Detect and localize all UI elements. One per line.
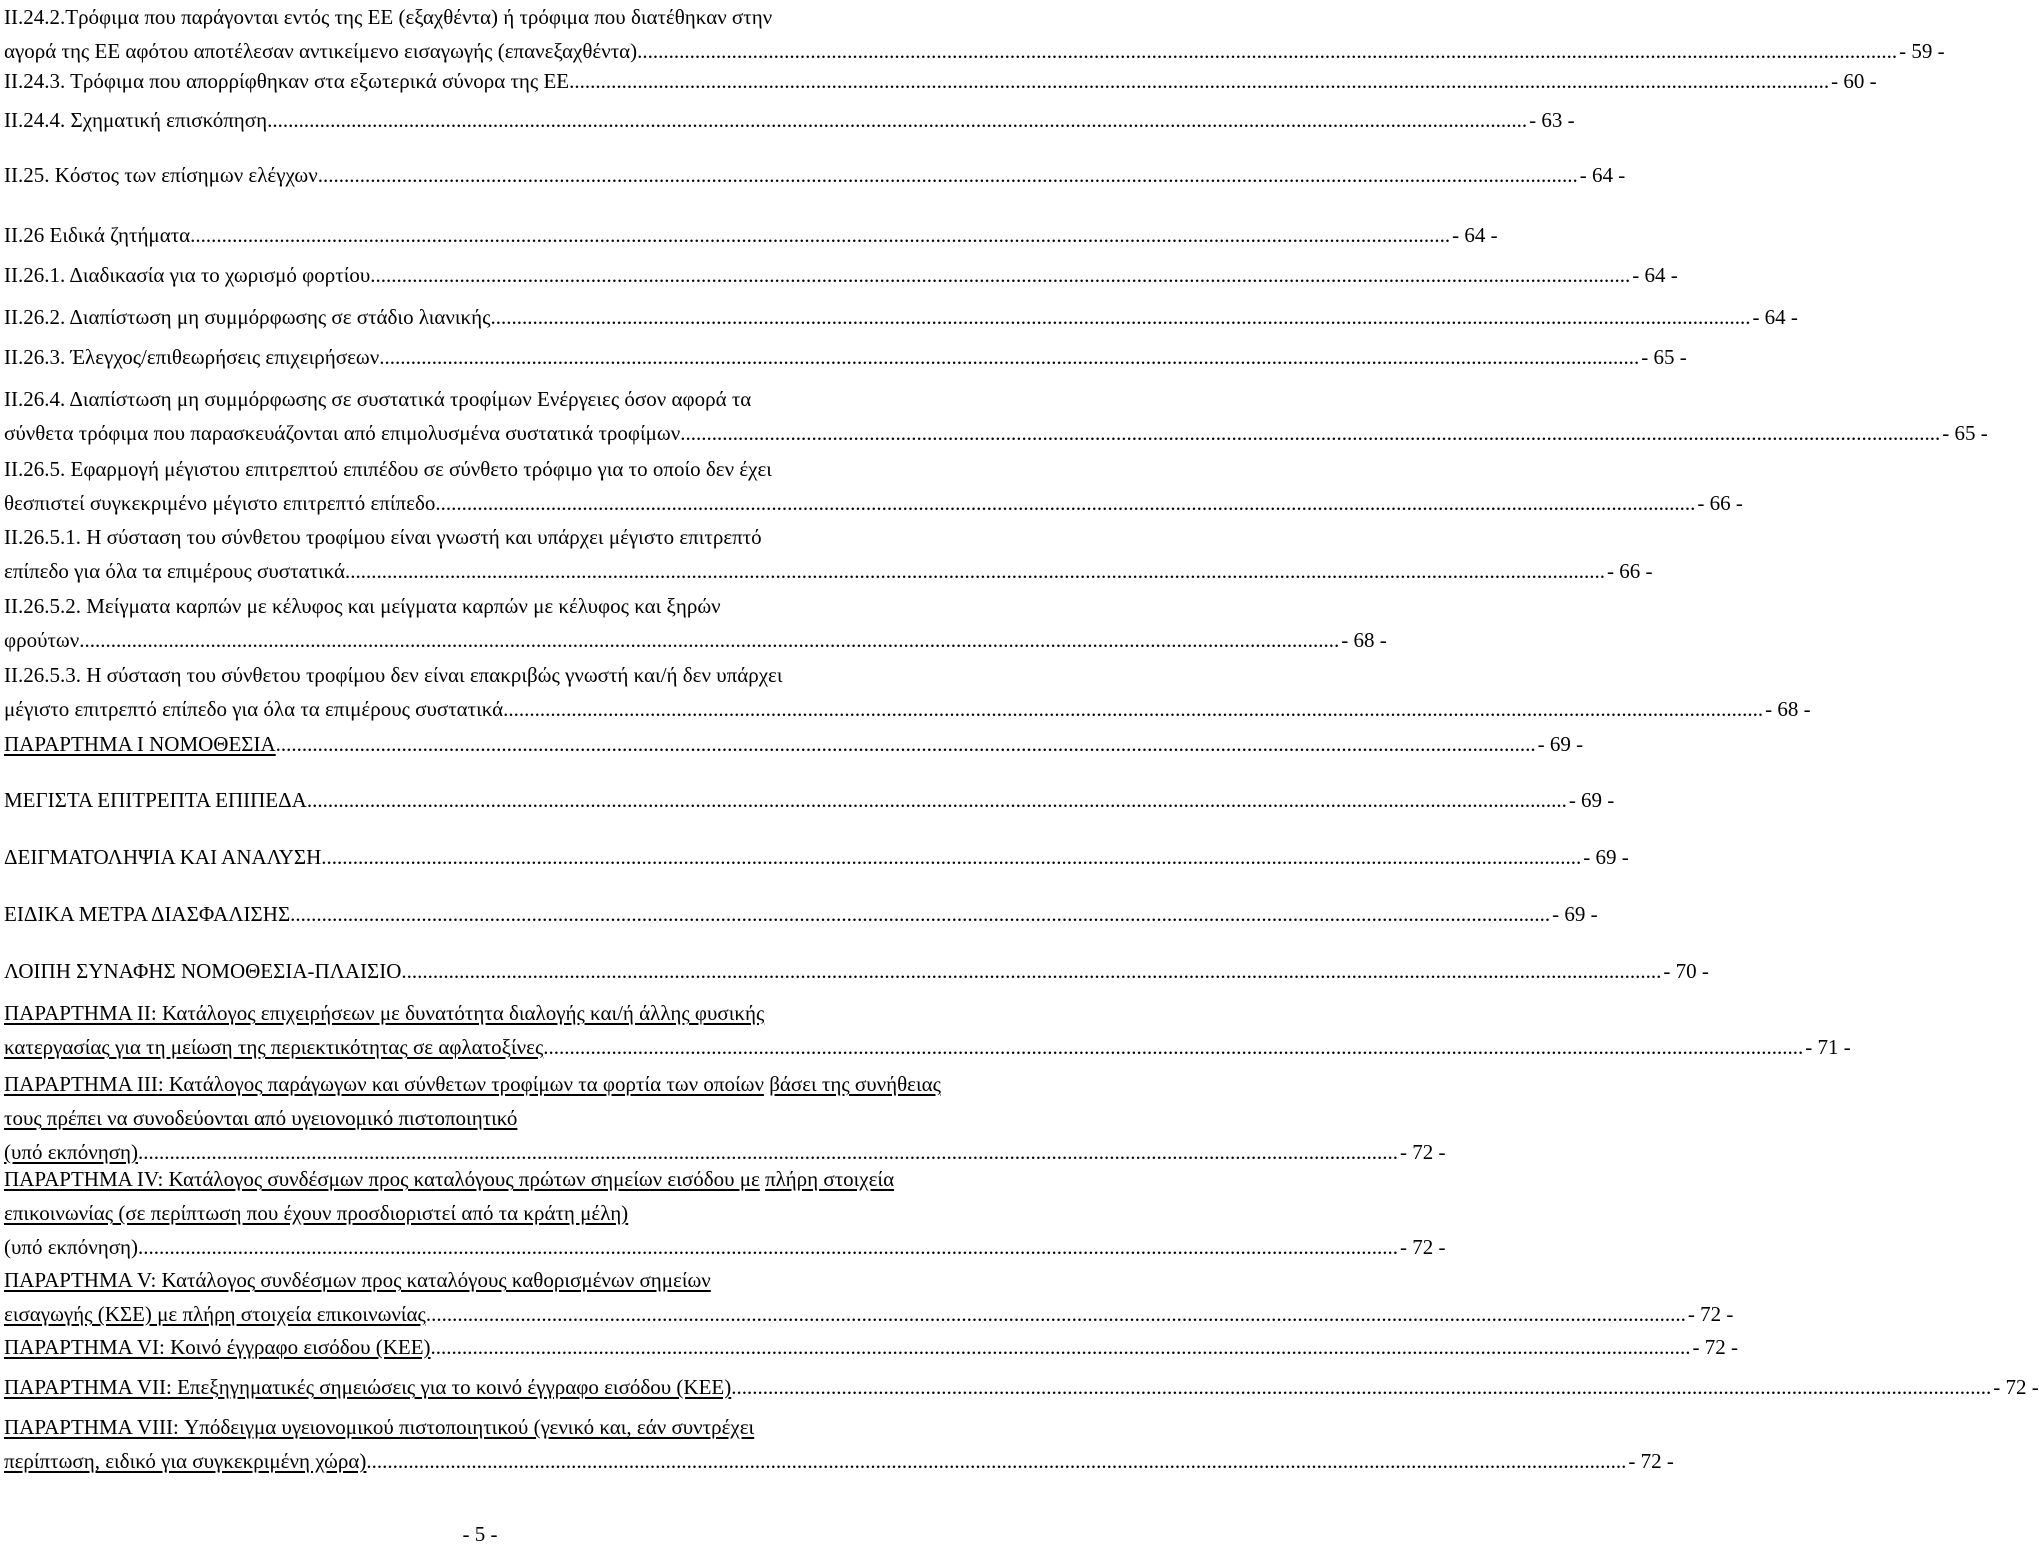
toc-page-number: - 72 -	[1400, 1235, 1446, 1259]
toc-entry[interactable]	[4, 1410, 1674, 1478]
toc-entry[interactable]	[4, 520, 1653, 588]
toc-page-number: - 72 -	[1400, 1140, 1446, 1164]
leader-dots	[435, 486, 1695, 520]
toc-entry-line: ΠΑΡΑΡΤΗΜΑ VIII: Υπόδειγμα υγειονομικού πιστοποιητικού (γενικό και, εάν συντρέχει	[4, 1415, 755, 1439]
toc-entry-title: ΕΙΔΙΚΑ ΜΕΤΡΑ ΔΙΑΣΦΑΛΙΣΗΣ	[4, 902, 291, 926]
leader-dots	[79, 623, 1339, 657]
toc-page-number: - 69 -	[1552, 902, 1598, 926]
toc-page-number: - 72 -	[1628, 1449, 1674, 1473]
toc-entry[interactable]	[4, 658, 1811, 726]
toc-entry[interactable]	[4, 382, 1988, 450]
toc-page-number: - 68 -	[1341, 628, 1387, 652]
page-number-footer: - 5 -	[462, 1522, 498, 1546]
toc-entry-title: ΙΙ.26.1. Διαδικασία για το χωρισμό φορτίου	[4, 263, 371, 287]
toc-page-number: - 66 -	[1607, 559, 1653, 583]
leader-dots	[321, 840, 1581, 874]
toc-entry-line: πλήρη στοιχεία επικοινωνίας (σε περίπτωση που έχουν προσδιοριστεί από τα κράτη μέλη)	[4, 1167, 895, 1225]
leader-dots	[503, 692, 1763, 726]
toc-entry-title: ΠΑΡΑΡΤΗΜΑ VI: Κοινό έγγραφο εισόδου (ΚΕΕ)	[4, 1335, 431, 1359]
toc-entry-title: επίπεδο για όλα τα επιμέρους συστατικά	[4, 559, 346, 583]
leader-dots	[307, 783, 1567, 817]
toc-entry[interactable]	[4, 727, 1584, 761]
leader-dots	[366, 1444, 1626, 1478]
toc-entry-line: ΠΑΡΑΡΤΗΜΑ ΙV: Κατάλογος συνδέσμων προς καταλόγους πρώτων σημείων εισόδου με	[4, 1167, 760, 1191]
toc-entry-line: ΙΙ.26.5.3. Η σύσταση του σύνθετου τροφίμου δεν είναι επακριβώς γνωστή και/ή δεν υπάρχει	[4, 663, 783, 687]
toc-entry-title: μέγιστο επιτρεπτό επίπεδο για όλα τα επιμέρους συστατικά	[4, 697, 504, 721]
toc-entry-title: ΙΙ.26.2. Διαπίστωση μη συμμόρφωσης σε στάδιο λιανικής	[4, 305, 491, 329]
toc-entry[interactable]	[4, 996, 1851, 1064]
toc-entry-title: ΛΟΙΠΗ ΣΥΝΑΦΗΣ ΝΟΜΟΘΕΣΙΑ-ΠΛΑΙΣΙΟ	[4, 959, 402, 983]
toc-page-number: - 63 -	[1529, 108, 1575, 132]
toc-page-number: - 64 -	[1452, 223, 1498, 247]
toc-entry[interactable]	[4, 897, 1598, 931]
leader-dots	[731, 1370, 1991, 1404]
toc-page-number: - 68 -	[1765, 697, 1811, 721]
toc-entry[interactable]	[4, 452, 1743, 520]
toc-entry-title: ΙΙ.24.4. Σχηματική επισκόπηση	[4, 108, 268, 132]
toc-entry-line: βάσει της συνήθειας τους πρέπει να συνοδεύονται από υγειονομικό πιστοποιητικό	[4, 1072, 941, 1130]
toc-page-number: - 66 -	[1697, 491, 1743, 515]
toc-entry-title: ΔΕΙΓΜΑΤΟΛΗΨΙΑ ΚΑΙ ΑΝΑΛΥΣΗ	[4, 845, 322, 869]
toc-entry-line: ΙΙ.26.5.1. Η σύσταση του σύνθετου τροφίμου είναι γνωστή και υπάρχει μέγιστο επιτρεπτό	[4, 525, 762, 549]
toc-entry-title: (υπό εκπόνηση)	[4, 1235, 139, 1259]
toc-entry-title: περίπτωση, ειδικό για συγκεκριμένη χώρα)	[4, 1449, 367, 1473]
leader-dots	[431, 1330, 1691, 1364]
toc-entry[interactable]	[4, 1370, 2039, 1404]
toc-page-number: - 60 -	[1831, 69, 1877, 93]
toc-entry[interactable]	[4, 1162, 1446, 1264]
toc-entry[interactable]	[4, 954, 1709, 988]
toc-page-number: - 71 -	[1805, 1035, 1851, 1059]
toc-entry-title: ΙΙ.26 Ειδικά ζητήματα	[4, 223, 191, 247]
leader-dots	[370, 258, 1630, 292]
toc-entry[interactable]	[4, 1067, 1446, 1169]
toc-entry-title: εισαγωγής (ΚΣΕ) με πλήρη στοιχεία επικοινωνίας	[4, 1302, 426, 1326]
toc-entry-title: ΙΙ.25. Κόστος των επίσημων ελέγχων	[4, 163, 318, 187]
toc-page-number: - 69 -	[1537, 732, 1584, 756]
leader-dots	[637, 34, 1897, 68]
toc-entry[interactable]	[4, 300, 1798, 334]
toc-entry-title: φρούτων	[4, 628, 80, 652]
leader-dots	[569, 64, 1829, 98]
toc-entry-title: ΜΕΓΙΣΤΑ ΕΠΙΤΡΕΠΤΑ ΕΠΙΠΕΔΑ	[4, 788, 307, 812]
toc-entry[interactable]	[4, 783, 1615, 817]
toc-page-number: - 72 -	[1692, 1335, 1739, 1359]
toc-page-number: - 59 -	[1899, 39, 1945, 63]
leader-dots	[401, 954, 1661, 988]
leader-dots	[290, 897, 1550, 931]
leader-dots	[490, 300, 1750, 334]
toc-entry[interactable]	[4, 158, 1626, 192]
toc-entry-line: ΠΑΡΑΡΤΗΜΑ V: Κατάλογος συνδέσμων προς καταλόγους καθορισμένων σημείων	[4, 1268, 711, 1292]
toc-entry-title: θεσπιστεί συγκεκριμένο μέγιστο επιτρεπτό επίπεδο	[4, 491, 436, 515]
toc-entry-title: ΙΙ.24.3. Τρόφιμα που απορρίφθηκαν στα εξωτερικά σύνορα της ΕΕ	[4, 69, 570, 93]
leader-dots	[345, 554, 1605, 588]
toc-entry[interactable]	[4, 589, 1387, 657]
toc-entry-title: σύνθετα τρόφιμα που παρασκευάζονται από επιμολυσμένα συστατικά τροφίμων	[4, 421, 681, 445]
toc-entry[interactable]	[4, 1330, 1739, 1364]
toc-page-number: - 65 -	[1942, 421, 1988, 445]
leader-dots	[267, 103, 1527, 137]
leader-dots	[543, 1030, 1803, 1064]
toc-page-number: - 72 -	[1687, 1302, 1734, 1326]
toc-entry[interactable]	[4, 1263, 1734, 1331]
toc-entry[interactable]	[4, 340, 1687, 374]
leader-dots	[276, 727, 1536, 761]
toc-entry-title: κατεργασίας για τη μείωση της περιεκτικότητας σε αφλατοξίνες	[4, 1035, 544, 1059]
toc-page-number: - 72 -	[1993, 1375, 2039, 1399]
toc-entry-title: (υπό εκπόνηση)	[4, 1140, 139, 1164]
toc-entry-line: ΠΑΡΑΡΤΗΜΑ ΙΙ: Κατάλογος επιχειρήσεων με δυνατότητα διαλογής και/ή άλλης φυσικής	[4, 1001, 765, 1025]
toc-page-number: - 64 -	[1632, 263, 1678, 287]
toc-page-number: - 69 -	[1568, 788, 1615, 812]
toc-entry[interactable]	[4, 64, 1877, 98]
leader-dots	[190, 218, 1450, 252]
toc-entry-title: ΠΑΡΑΡΤΗΜΑ VII: Επεξηγηματικές σημειώσεις για το κοινό έγγραφο εισόδου (ΚΕΕ)	[4, 1375, 732, 1399]
leader-dots	[318, 158, 1578, 192]
toc-entry-line: ΙΙ.26.4. Διαπίστωση μη συμμόρφωσης σε συστατικά τροφίμων Ενέργειες όσον αφορά τα	[4, 387, 752, 411]
leader-dots	[138, 1230, 1398, 1264]
toc-page-number: - 64 -	[1752, 305, 1798, 329]
toc-entry[interactable]	[4, 218, 1498, 252]
toc-entry-line: ΙΙ.24.2.Τρόφιμα που παράγονται εντός της ΕΕ (εξαχθέντα) ή τρόφιμα που διατέθηκαν στην	[4, 5, 773, 29]
toc-entry[interactable]	[4, 103, 1575, 137]
leader-dots	[426, 1297, 1686, 1331]
toc-entry-title: ΠΑΡΑΡΤΗΜΑ Ι ΝΟΜΟΘΕΣΙΑ	[4, 732, 276, 756]
toc-page-number: - 70 -	[1663, 959, 1709, 983]
toc-page-number: - 65 -	[1641, 345, 1687, 369]
toc-page-number: - 64 -	[1579, 163, 1626, 187]
toc-entry-title: αγορά της ΕΕ αφότου αποτέλεσαν αντικείμενο εισαγωγής (επανεξαχθέντα)	[4, 39, 638, 63]
toc-entry[interactable]	[4, 0, 1945, 68]
toc-entry[interactable]	[4, 258, 1678, 292]
leader-dots	[379, 340, 1639, 374]
toc-entry-title: ΙΙ.26.3. Έλεγχος/επιθεωρήσεις επιχειρήσεων	[4, 345, 380, 369]
toc-entry[interactable]	[4, 840, 1629, 874]
leader-dots	[680, 416, 1940, 450]
toc-page-number: - 69 -	[1583, 845, 1629, 869]
toc-entry-line: ΠΑΡΑΡΤΗΜΑ ΙΙΙ: Κατάλογος παράγωγων και σύνθετων τροφίμων τα φορτία των οποίων	[4, 1072, 764, 1096]
toc-entry-line: ΙΙ.26.5. Εφαρμογή μέγιστου επιτρεπτού επιπέδου σε σύνθετο τρόφιμο για το οποίο δεν έχει	[4, 457, 772, 481]
toc-entry-line: ΙΙ.26.5.2. Μείγματα καρπών με κέλυφος και μείγματα καρπών με κέλυφος και ξηρών	[4, 594, 721, 618]
